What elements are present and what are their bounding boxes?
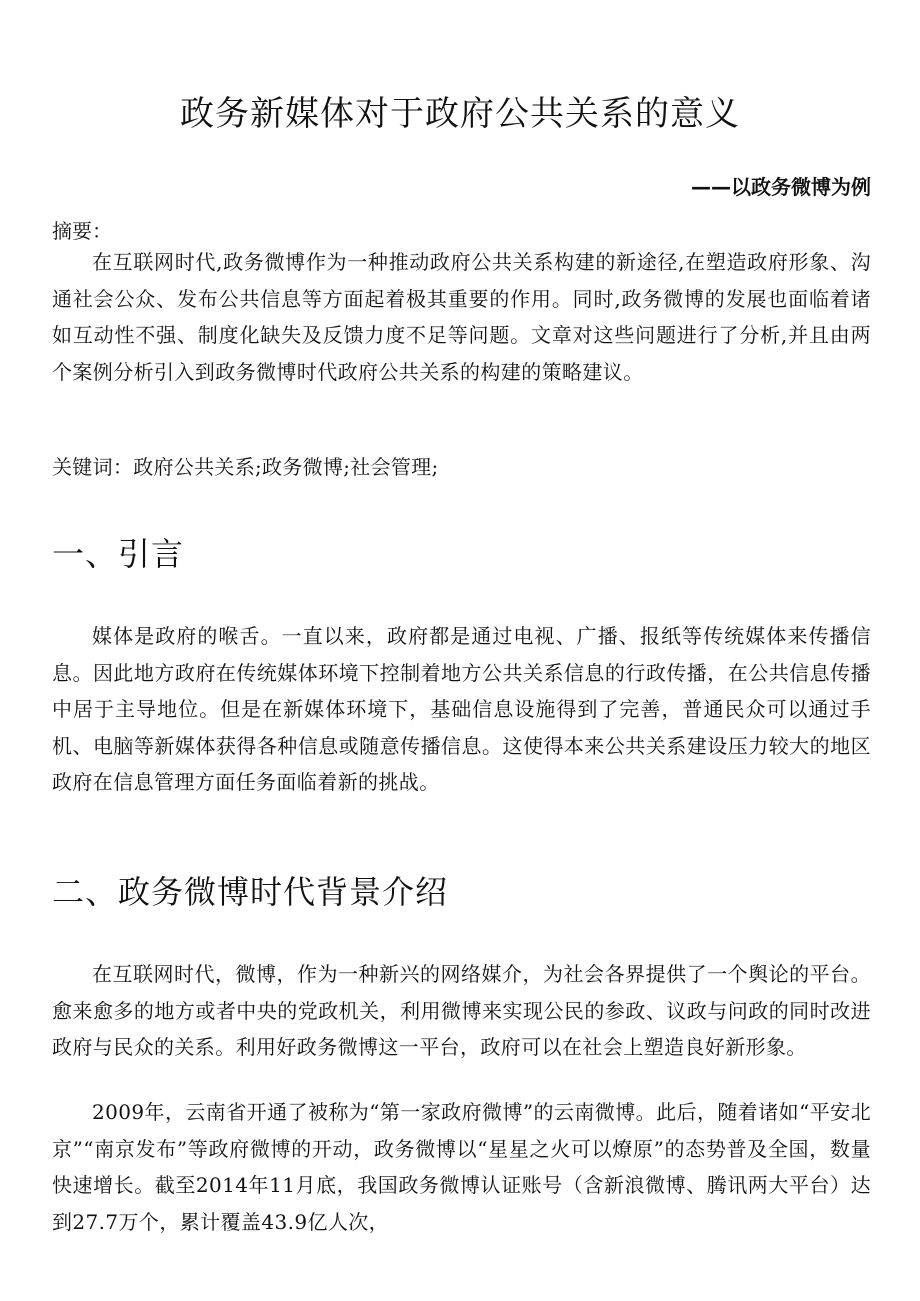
- document-title: 政务新媒体对于政府公共关系的意义: [180, 94, 740, 134]
- abstract-text: 在互联网时代,政务微博作为一种推动政府公共关系构建的新途径,在塑造政府形象、沟通社会公众、发布公共信息等方面起着极其重要的作用。同时,政务微博的发展也面临着诸如互动性不强、制度化缺失及反馈力度不足等问题。文章对这些问题进行了分析,并且由两个案例分析引入到政务微博时代政府公共关系的构建的策略建议。: [52, 250, 871, 384]
- section-heading-background: 二、政务微博时代背景介绍: [52, 873, 449, 911]
- background-paragraph-2: 2009年，云南省开通了被称为“第一家政府微博”的云南微博。此后，随着诸如“平安北京”“南京发布”等政府微博的开动，政务微博以“星星之火可以燎原”的态势普及全国，数量快速增长。截至2014年11月底，我国政务微博认证账号（含新浪微博、腾讯两大平台）达到27.7万个，累计覆盖43.9亿人次，: [52, 1100, 871, 1234]
- introduction-paragraph: 媒体是政府的喉舌。一直以来，政府都是通过电视、广播、报纸等传统媒体来传播信息。因此地方政府在传统媒体环境下控制着地方公共关系信息的行政传播，在公共信息传播中居于主导地位。但是在新媒体环境下，基础信息设施得到了完善，普通民众可以通过手机、电脑等新媒体获得各种信息或随意传播信息。这使得本来公共关系建设压力较大的地区政府在信息管理方面任务面临着新的挑战。: [52, 624, 871, 794]
- keywords-line: 关键词：政府公共关系;政务微博;社会管理;: [52, 455, 439, 479]
- abstract-label: 摘要：: [52, 219, 112, 243]
- document-subtitle: ——以政务微博为例: [691, 175, 871, 199]
- background-paragraph-1: 在互联网时代，微博，作为一种新兴的网络媒介，为社会各界提供了一个舆论的平台。愈来愈多的地方或者中央的党政机关，利用微博来实现公民的参政、议政与问政的同时改进政府与民众的关系。利用好政务微博这一平台，政府可以在社会上塑造良好新形象。: [52, 962, 871, 1059]
- section-heading-introduction: 一、引言: [52, 535, 185, 573]
